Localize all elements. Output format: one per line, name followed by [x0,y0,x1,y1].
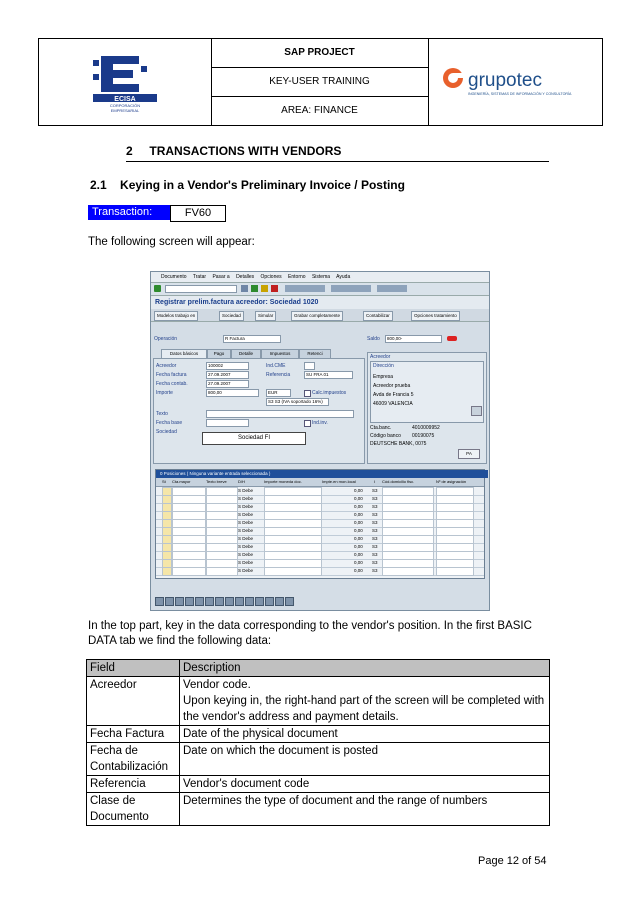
grid-tool-icon[interactable] [165,597,174,606]
back-icon[interactable] [251,285,258,292]
grupotec-logo-icon [439,64,589,104]
posting-date-label: Fecha contab. [156,381,188,387]
description-cell: Vendor's document code [180,776,550,793]
sap-app-toolbar [151,309,489,322]
vendor-company: Empresa [373,374,394,380]
bank-account-label: Cta.banc. [370,425,392,431]
inv-checkbox[interactable] [304,420,311,427]
tab-withholding[interactable]: Retenci [299,349,331,359]
debit-credit-cell[interactable]: S Debe [238,520,254,525]
table-header-row [87,660,550,677]
simulate-button[interactable]: Simular [255,311,276,321]
amount-local-cell: 0,00 [354,560,363,565]
col-tax: I [374,479,376,484]
tax-code-cell[interactable]: S3 [372,544,378,549]
vendor-city: 46009 VALENCIA [373,401,413,407]
grid-tool-icon[interactable] [225,597,234,606]
debit-credit-cell[interactable]: S Debe [238,536,254,541]
page-number: Page 12 of 54 [478,855,547,867]
section-divider [126,161,549,162]
bank-code-value: 00190075 [412,433,435,439]
tax-code-select[interactable]: S3 S3 (IVA soportado 16%) [266,398,329,406]
page-nav-icons[interactable] [331,285,371,292]
debit-credit-cell[interactable]: S Debe [238,504,254,509]
line-items-grid [155,469,485,579]
col-gl-account: Cta.mayor [172,479,191,484]
menu-item-sistema[interactable]: Sistema [311,274,331,280]
ecisa-logo-cell [39,39,212,125]
svg-text:grupotec: grupotec [468,70,542,91]
models-button[interactable]: Modelos trabajo en [154,311,198,321]
svg-text:ECISA: ECISA [114,96,136,103]
table-row [87,743,550,776]
field-cell: Acreedor [87,677,180,726]
session-icons[interactable] [377,285,407,292]
table-row [87,677,550,726]
amount-label: Importe [156,390,173,396]
field-cell: Clase de Documento [87,793,180,826]
amount-local-cell: 0,00 [354,496,363,501]
amount-local-cell: 0,00 [354,488,363,493]
document-header [38,38,603,126]
reference-label: Referencia [266,372,291,378]
amount-local-cell: 0,00 [354,520,363,525]
menu-item-opciones[interactable]: Opciones [260,274,282,280]
table-row [87,776,550,793]
currency-field[interactable]: EUR [266,389,291,397]
line-items-header: 0 Posiciones ( Ninguna variante entrada seleccionada ) [156,470,488,478]
field-cell: Fecha Factura [87,726,180,743]
base-date-label: Fecha base [156,420,183,426]
print-find-icons[interactable] [285,285,325,292]
calc-tax-label: Calc.impuestos [312,390,347,396]
grid-tool-icon[interactable] [155,597,164,606]
description-line: Vendor code. [183,679,251,691]
jurisdiction-cell[interactable] [382,567,434,576]
col-short-text: Texto breve [206,479,227,484]
cme-label: Ind.CME [266,363,286,369]
vendor-name: Acreedor prueba [373,383,411,389]
tax-code-cell[interactable]: S3 [372,552,378,557]
sap-screen-title: Registrar prelim.factura acreedor: Sociedad 1020 [151,296,489,309]
amount-local-cell: 0,00 [354,552,363,557]
menu-item-ayuda[interactable]: Ayuda [336,274,351,280]
grid-tool-icon[interactable] [255,597,264,606]
amount-local-cell: 0,00 [354,544,363,549]
tax-code-cell[interactable]: S3 [372,560,378,565]
bank-account-value: 4010009952 [412,425,440,431]
operation-label: Operación [154,336,178,342]
col-status: St [162,479,166,484]
description-cell: Date of the physical document [180,726,550,743]
header-title-cell [211,39,429,125]
debit-credit-cell[interactable]: S Debe [238,560,254,565]
field-cell: Fecha de Contabilización [87,743,180,776]
grid-tool-icon[interactable] [285,597,294,606]
tab-basic-data[interactable]: Datos básicos [161,349,207,359]
grid-tool-icon[interactable] [215,597,224,606]
tax-code-cell[interactable]: S3 [372,504,378,509]
col-debit-credit: D/H [238,479,245,484]
section-title: TRANSACTIONS WITH VENDORS [149,144,342,158]
grid-tool-icon[interactable] [195,597,204,606]
cme-field[interactable] [304,362,315,370]
debit-credit-cell[interactable]: S Debe [238,528,254,533]
subsection-title: Keying in a Vendor's Preliminary Invoice / Posting [120,178,405,192]
debit-credit-cell[interactable]: S Debe [238,544,254,549]
field-description-table [86,659,550,826]
transaction-code: FV60 [170,205,226,222]
section-number: 2 [126,144,133,158]
col-assignment: Nº de asignación [436,479,467,484]
amount-local-cell: 0,00 [354,528,363,533]
subsection-number: 2.1 [90,178,107,192]
vendor-panel [367,352,487,464]
intro-text: The following screen will appear: [88,236,255,248]
section-heading [126,144,341,158]
table-row [87,726,550,743]
bank-name: DEUTSCHE BANK, 0075 [370,441,427,447]
debit-credit-cell[interactable]: S Debe [238,488,254,493]
assignment-cell[interactable] [436,567,474,576]
menu-item-pasar[interactable]: Pasar a [212,274,230,280]
svg-text:INGENIERÍA, SISTEMAS DE INFORM: INGENIERÍA, SISTEMAS DE INFORMACIÓN Y CONSULTORÍA [468,92,572,96]
col-jurisdiction: Cód.domicilio fisc. [382,479,415,484]
pa-button[interactable]: PA [458,449,480,459]
calc-tax-checkbox[interactable] [304,390,311,397]
sap-standard-toolbar [151,283,489,296]
vendor-label: Acreedor [156,363,177,369]
invoice-date-label: Fecha factura [156,372,187,378]
balance-field: 800,00- [385,335,442,343]
debit-credit-cell[interactable]: S Debe [238,568,254,573]
svg-text:EMPRESARIAL: EMPRESARIAL [110,108,140,112]
status-cell[interactable] [162,567,172,576]
company-tooltip: Sociedad FI [202,432,306,445]
header-field: Field [87,660,180,677]
grid-tool-icon[interactable] [245,597,254,606]
tab-taxes[interactable]: Impuestos [261,349,299,359]
company-label: Sociedad [156,429,177,435]
address-box [370,361,484,423]
post-button[interactable]: Contabilizar [363,311,393,321]
balance-label: Saldo [367,336,380,342]
amount-local-cell: 0,00 [354,504,363,509]
header-description: Description [180,660,550,677]
amount-field[interactable]: 800,00 [206,389,259,397]
svg-text:CORPORACIÓN: CORPORACIÓN [109,103,141,108]
tax-code-cell[interactable]: S3 [372,568,378,573]
table-row [87,793,550,826]
amount-local-cell: 0,00 [354,512,363,517]
grid-tool-icon[interactable] [235,597,244,606]
status-light-icon [447,336,457,341]
grid-tool-icon[interactable] [185,597,194,606]
exit-icon[interactable] [261,285,268,292]
processing-options-button[interactable]: Opciones tratamiento [411,311,460,321]
grid-tool-icon[interactable] [205,597,214,606]
base-date-field[interactable] [206,419,249,427]
description-cell: Determines the type of document and the range of numbers [180,793,550,826]
enter-icon[interactable] [154,285,161,292]
amount-local-cell: 0,00 [354,568,363,573]
grid-tool-icon[interactable] [265,597,274,606]
posting-date-field[interactable]: 27.09.2007 [206,380,249,388]
debit-credit-cell[interactable]: S Debe [238,512,254,517]
grid-tool-icon[interactable] [175,597,184,606]
sap-menubar [151,272,489,283]
tab-payment[interactable]: Pago [207,349,231,359]
tax-code-cell[interactable]: S3 [372,496,378,501]
tax-code-cell[interactable]: S3 [372,528,378,533]
bank-code-label: Código banco [370,433,401,439]
area-title: AREA: FINANCE [281,105,358,116]
menu-item-documento[interactable]: Documento [161,274,187,280]
save-complete-button[interactable]: Grabar completamente [291,311,343,321]
line-items-columns [156,478,484,487]
gl-account-cell[interactable] [172,567,206,576]
vendor-panel-title: Acreedor [370,354,391,360]
basic-data-panel [153,358,365,464]
cancel-icon[interactable] [271,285,278,292]
transaction-label: Transaction: [88,205,170,220]
sap-screenshot [150,271,490,611]
table-row[interactable] [156,567,484,576]
tax-code-cell[interactable]: S3 [372,536,378,541]
inv-label: Ind.inv. [312,420,328,426]
grid-tool-icon[interactable] [275,597,284,606]
menu-item-entorno[interactable]: Entorno [288,274,306,280]
col-amount-doc: Importe moneda doc. [264,479,302,484]
address-label: Dirección [373,363,394,369]
menu-item-detalles[interactable]: Detalles [236,274,255,280]
training-title: KEY-USER TRAINING [211,68,428,97]
tax-code-cell[interactable]: S3 [372,520,378,525]
subsection-heading [90,178,405,192]
text-label: Texto [156,411,168,417]
description-line: Upon keying in, the right-hand part of the screen will be completed with the vendor's address and payment details. [183,695,545,723]
save-icon[interactable] [241,285,248,292]
command-field[interactable] [165,285,237,293]
tab-detail[interactable]: Detalle [231,349,261,359]
description-cell: Date on which the document is posted [180,743,550,776]
field-cell: Referencia [87,776,180,793]
tax-code-cell[interactable]: S3 [372,488,378,493]
col-amount-local: Impte.en mon.local [322,479,356,484]
grid-toolbar [155,597,295,606]
short-text-cell[interactable] [206,567,238,576]
vendor-field[interactable]: 100002 [206,362,249,370]
ecisa-logo-icon [93,56,157,112]
debit-credit-cell[interactable]: S Debe [238,552,254,557]
vendor-street: Avda de Francia 5 [373,392,414,398]
description-cell [180,677,550,726]
operation-select[interactable]: R Factura [223,335,281,343]
text-field[interactable] [206,410,354,418]
invoice-date-field[interactable]: 27.09.2007 [206,371,249,379]
amount-local-cell: 0,00 [354,536,363,541]
menu-item-tratar[interactable]: Tratar [192,274,207,280]
tax-code-cell[interactable]: S3 [372,512,378,517]
reference-field[interactable]: SU FRA 01 [304,371,353,379]
instructions-text: In the top part, key in the data corresponding to the vendor's position. In the first BASIC DATA tab we find the following data: [88,620,532,647]
company-button[interactable]: Sociedad [219,311,244,321]
address-detail-icon[interactable] [471,406,482,416]
debit-credit-cell[interactable]: S Debe [238,496,254,501]
amount-doc-cell[interactable] [264,567,322,576]
project-title: SAP PROJECT [211,39,428,68]
